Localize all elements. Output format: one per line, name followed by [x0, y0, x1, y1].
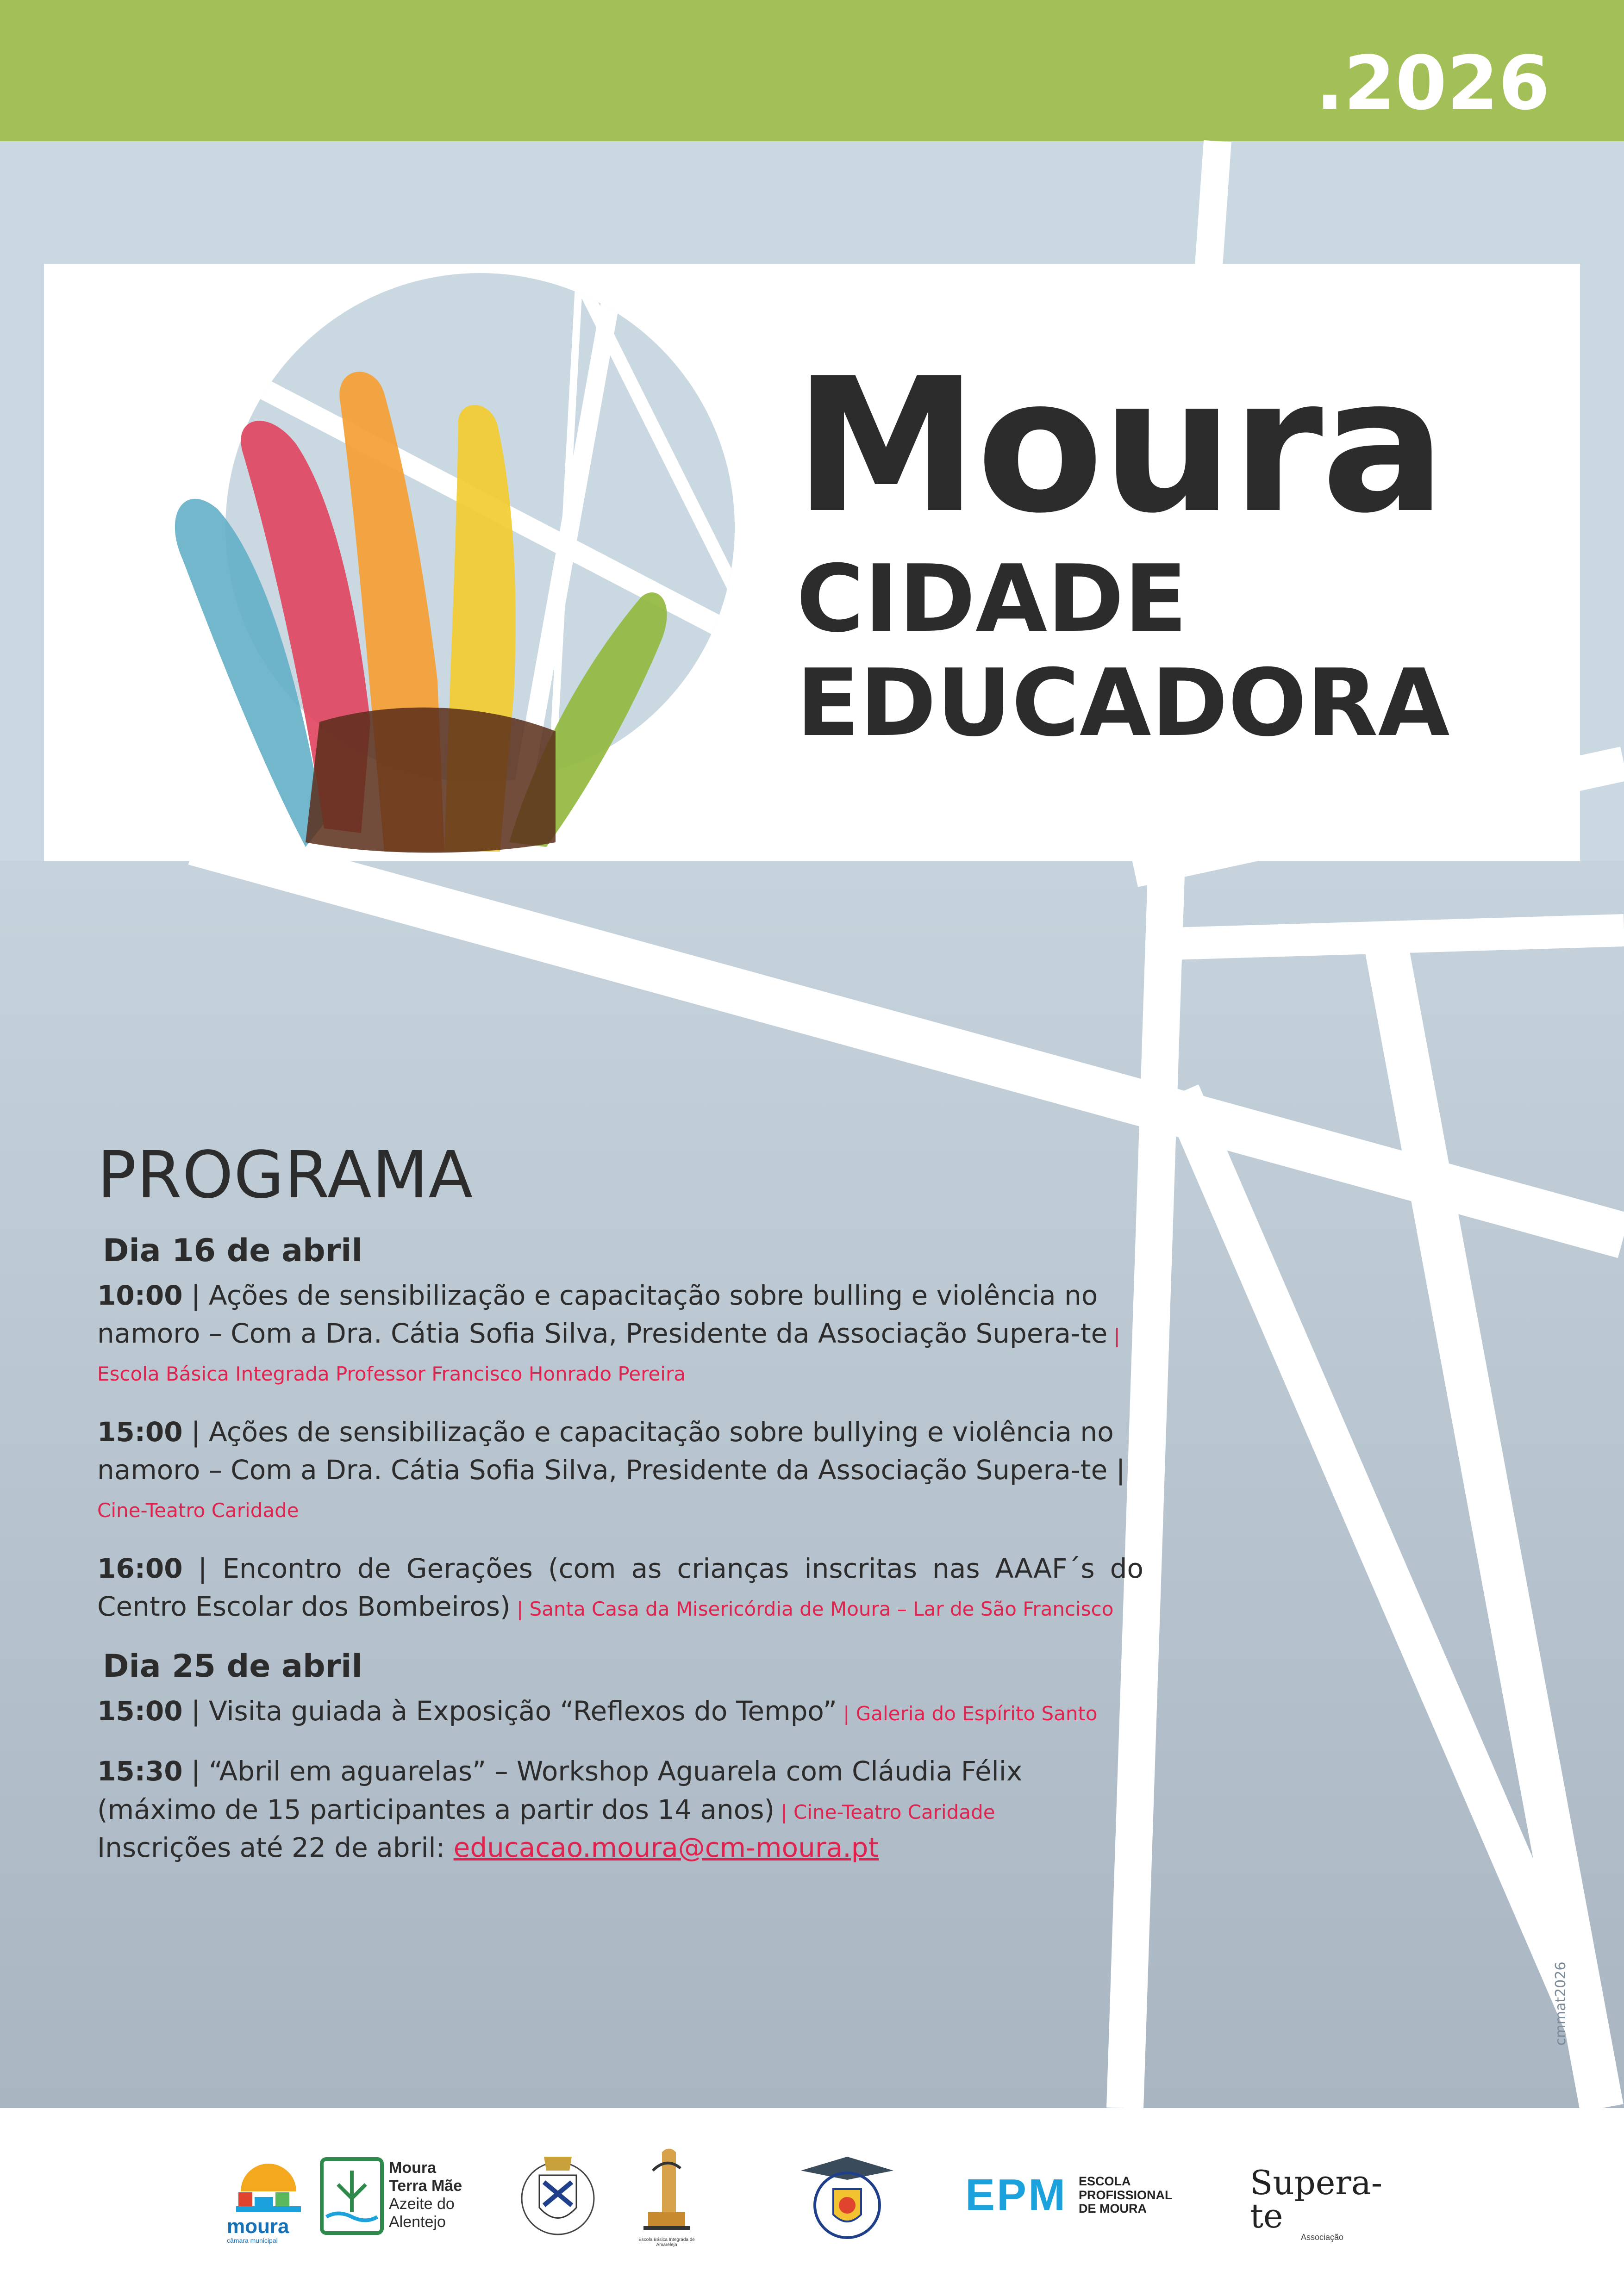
item-description: | Ações de sensibilização e capacitação sobre bulling e violência no namoro – Com a Dra. Cátia Sofia Silva, Presidente da Associação Supera-te — [97, 1279, 1108, 1349]
moura-terra-mae-logo — [319, 2152, 472, 2245]
moura-camara-text: moura — [227, 2215, 289, 2238]
terra-mae-line: Moura — [389, 2159, 436, 2177]
escola-basica-logo — [634, 2143, 699, 2249]
supera-te-text: Supera-te — [1250, 2163, 1383, 2235]
credit-text — [1553, 1953, 1576, 2046]
footer-logos — [0, 2108, 1624, 2296]
item-time: 15:00 — [97, 1416, 183, 1448]
program-section — [97, 1138, 1143, 1867]
registration-label: Inscrições até 22 de abril: — [97, 1832, 454, 1864]
item-description: | Ações de sensibilização e capacitação sobre bullying e violência no namoro – Com a Dra. Cátia Sofia Silva, Presidente da Associação Supera-te | — [97, 1416, 1125, 1486]
program-item — [97, 1752, 1143, 1829]
item-time: 15:00 — [97, 1695, 183, 1727]
item-location: | Escola Básica Integrada Professor Francisco Honrado Pereira — [97, 1324, 1120, 1386]
item-description: | Visita guiada à Exposição “Reflexos do Tempo” — [182, 1695, 837, 1727]
item-location: | Cine-Teatro Caridade — [775, 1800, 995, 1823]
sky-band — [0, 141, 1624, 264]
item-time: 15:30 — [97, 1755, 183, 1787]
day-label: Dia 16 de abril — [103, 1232, 362, 1269]
registration-email-link[interactable]: educacao.moura@cm-moura.pt — [453, 1832, 879, 1864]
program-item — [97, 1413, 1143, 1527]
program-heading: PROGRAMA — [97, 1138, 474, 1213]
terra-mae-line: Terra Mãe — [389, 2177, 462, 2195]
item-location: Cine-Teatro Caridade — [97, 1499, 299, 1522]
item-description: | “Abril em aguarelas” – Workshop Aguarela com Cláudia Félix (máximo de 15 participantes a partir dos 14 anos) — [97, 1755, 1023, 1825]
supera-te-sub: Associação — [1301, 2233, 1344, 2242]
moura-camara-logo — [227, 2154, 310, 2247]
registration-line — [97, 1829, 1143, 1867]
epm-line: DE MOURA — [1079, 2202, 1147, 2216]
item-time: 16:00 — [97, 1552, 183, 1584]
moura-camara-sub: câmara municipal — [227, 2237, 278, 2244]
epm-logo — [965, 2170, 1206, 2224]
terra-mae-line: Azeite do — [389, 2195, 455, 2213]
item-description: | Encontro de Gerações (com as crianças inscritas nas AAAF´s do Centro Escolar dos Bombeiros) — [97, 1552, 1143, 1623]
title-educadora: EDUCADORA — [796, 649, 1450, 757]
item-location: | Galeria do Espírito Santo — [837, 1702, 1098, 1725]
item-time: 10:00 — [97, 1279, 183, 1311]
program-item — [97, 1692, 1143, 1730]
escola-basica-text: Escola Básica Integrada de Amareleja — [638, 2237, 695, 2247]
program-item — [97, 1276, 1143, 1391]
epm-abbr: EPM — [965, 2170, 1068, 2220]
epm-line: PROFISSIONAL — [1079, 2188, 1173, 2202]
title-cidade: CIDADE — [796, 545, 1187, 653]
program-item — [97, 1549, 1143, 1626]
supera-te-logo — [1250, 2163, 1398, 2242]
terra-mae-line: Alentejo — [389, 2213, 446, 2231]
agrupamento-crest-logo — [518, 2147, 597, 2240]
year-label: .2026 — [1315, 40, 1550, 126]
title-moura: Moura — [794, 339, 1444, 554]
day-label: Dia 25 de abril — [103, 1648, 362, 1685]
credit-label: cmmat2026 — [1553, 1961, 1569, 2046]
escola-secundaria-logo — [794, 2147, 900, 2245]
epm-line: ESCOLA — [1079, 2174, 1131, 2188]
item-location: | Santa Casa da Misericórdia de Moura – Lar de São Francisco — [510, 1598, 1114, 1621]
